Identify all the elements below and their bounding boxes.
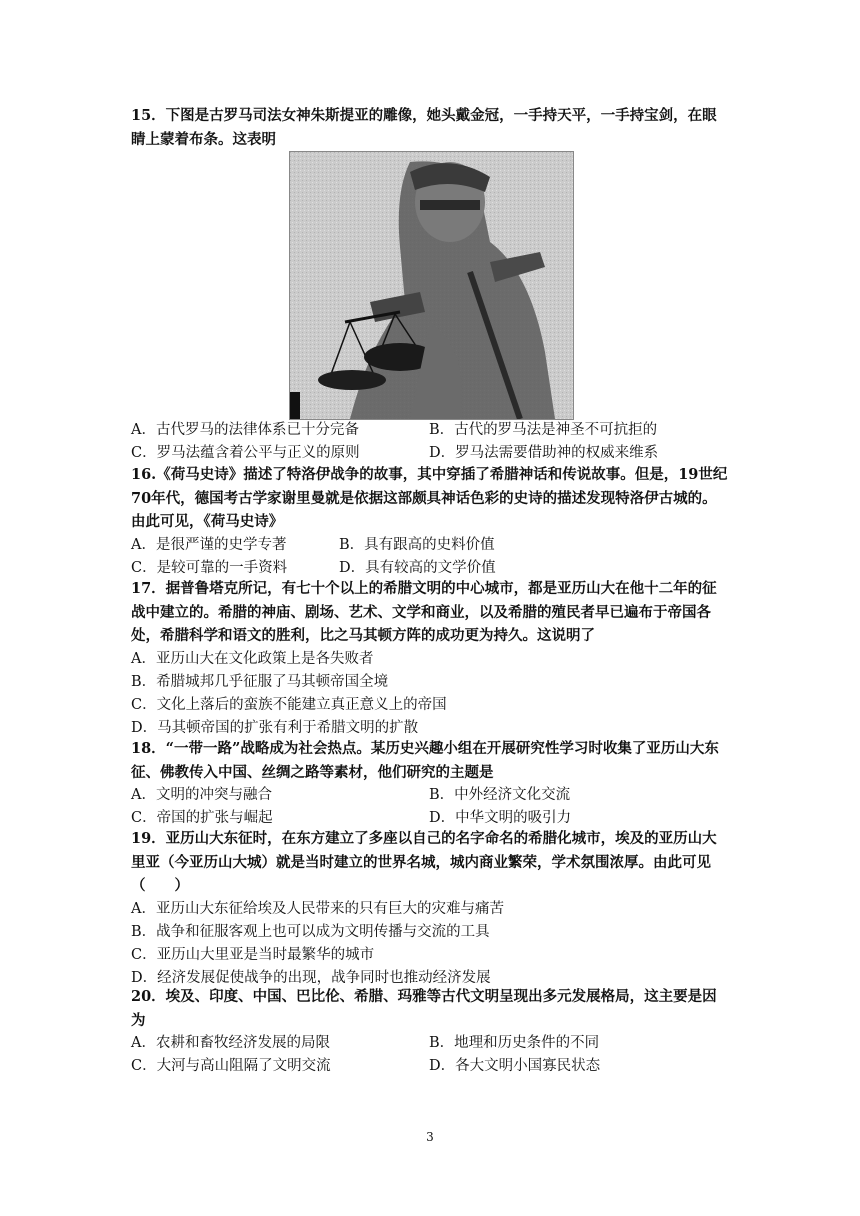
option-c[interactable]: C．罗马法蕴含着公平与正义的原则	[131, 445, 360, 461]
option-d[interactable]: D．具有较高的文学价值	[339, 559, 496, 576]
question-20	[131, 985, 731, 1078]
question-15	[131, 104, 731, 151]
option-d[interactable]: D．中华文明的吸引力	[429, 810, 572, 826]
option-a[interactable]: A．文明的冲突与融合	[131, 787, 272, 803]
question-19	[131, 827, 731, 990]
statue-icon	[290, 152, 573, 419]
question-stem: 16.《荷马史诗》描述了特洛伊战争的故事，其中穿插了希腊神话和传说故事。但是，19世纪70年代，德国考古学家谢里曼就是依据这部颇具神话色彩的史诗的描述发现特洛伊古城的。由此可见，《荷马史诗》	[131, 466, 728, 530]
option-b[interactable]: B．地理和历史条件的不同	[429, 1035, 600, 1051]
option-b[interactable]: B．战争和征服客观上也可以成为文明传播与交流的工具	[131, 923, 490, 940]
question-stem: 17．据普鲁塔克所记，有七十个以上的希腊文明的中心城市，都是亚历山大在他十二年的征战中建立的。希腊的神庙、剧场、艺术、文学和商业，以及希腊的殖民者早已遍布于帝国各处，希腊科学和语文的胜利，比之马其顿方阵的成功更为持久。这说明了	[131, 580, 717, 644]
question-stem: 18．“一带一路”战略成为社会热点。某历史兴趣小组在开展研究性学习时收集了亚历山大东征、佛教传入中国、丝绸之路等素材，他们研究的主题是	[131, 740, 719, 781]
question-stem: 19．亚历山大东征时，在东方建立了多座以自己的名字命名的希腊化城市，埃及的亚历山大里亚（今亚历山大城）就是当时建立的世界名城，城内商业繁荣，学术氛围浓厚。由此可见（ ）	[131, 830, 717, 894]
question-16	[131, 463, 731, 580]
justitia-statue-image	[289, 151, 574, 420]
question-18	[131, 737, 731, 830]
question-stem: 15．下图是古罗马司法女神朱斯提亚的雕像，她头戴金冠，一手持天平，一手持宝剑，在眼睛上蒙着布条。这表明	[131, 107, 717, 148]
option-a[interactable]: A．是很严谨的史学专著	[131, 536, 287, 553]
option-b[interactable]: B．希腊城邦几乎征服了马其顿帝国全境	[131, 673, 389, 690]
option-a[interactable]: A．亚历山大在文化政策上是各失败者	[131, 650, 374, 667]
option-d[interactable]: D．马其顿帝国的扩张有利于希腊文明的扩散	[131, 719, 419, 736]
option-c[interactable]: C．文化上落后的蛮族不能建立真正意义上的帝国	[131, 696, 447, 713]
option-c[interactable]: C．是较可靠的一手资料	[131, 559, 288, 576]
option-c[interactable]: C．亚历山大里亚是当时最繁华的城市	[131, 946, 375, 963]
option-a[interactable]: A．亚历山大东征给埃及人民带来的只有巨大的灾难与痛苦	[131, 900, 504, 917]
option-d[interactable]: D．各大文明小国寡民状态	[429, 1058, 601, 1074]
option-a[interactable]: A．农耕和畜牧经济发展的局限	[131, 1035, 330, 1051]
option-c[interactable]: C．帝国的扩张与崛起	[131, 810, 273, 826]
option-b[interactable]: B．古代的罗马法是神圣不可抗拒的	[429, 422, 658, 438]
option-a[interactable]: A．古代罗马的法律体系已十分完备	[131, 422, 359, 438]
option-c[interactable]: C．大河与高山阻隔了文明交流	[131, 1058, 331, 1074]
option-b[interactable]: B．具有跟高的史料价值	[339, 536, 495, 553]
question-15-options	[131, 419, 731, 465]
question-17	[131, 577, 731, 740]
option-d[interactable]: D．经济发展促使战争的出现，战争同时也推动经济发展	[131, 969, 491, 986]
page-number: 3	[426, 1130, 434, 1144]
option-b[interactable]: B．中外经济文化交流	[429, 787, 571, 803]
option-d[interactable]: D．罗马法需要借助神的权威来维系	[429, 445, 659, 461]
question-stem: 20．埃及、印度、中国、巴比伦、希腊、玛雅等古代文明呈现出多元发展格局，这主要是因为	[131, 988, 717, 1029]
